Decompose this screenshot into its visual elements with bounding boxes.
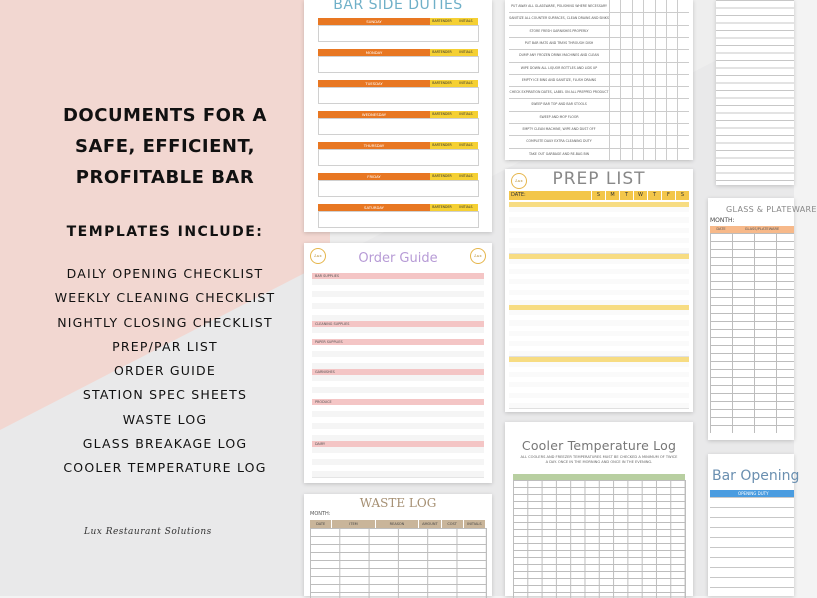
prep-day-cell: T (619, 191, 633, 200)
checkbox-cell (620, 25, 631, 37)
doc-title: PREP LIST (552, 169, 646, 189)
checkbox-cell (643, 62, 654, 74)
checkbox-cell (666, 98, 677, 110)
checklist-text: STORE FRESH GARNISHES PROPERLY (529, 28, 589, 33)
checkbox-cell (643, 123, 654, 135)
day-block (318, 173, 478, 197)
checkbox-cell (666, 123, 677, 135)
order-section-row: PRODUCE (312, 399, 484, 405)
checkbox-cell (643, 12, 654, 24)
waste-col-header: DATE (310, 520, 332, 528)
checkbox-cell (655, 0, 666, 12)
checkbox-cell (677, 25, 688, 37)
checklist-text: DUMP ANY FROZEN DRINK MACHINES AND CLEAN (519, 53, 599, 58)
checkbox-cell (620, 98, 631, 110)
initials-cell: INITIALS (454, 111, 478, 118)
template-item: NIGHTLY CLOSING CHECKLIST (57, 314, 273, 330)
checkbox-cell (632, 135, 643, 147)
prep-date-bar (509, 191, 689, 200)
checklist-text: EMPTY ICE BINS AND SANITIZE, FLUSH DRAINS (521, 77, 597, 82)
prep-rows (509, 202, 689, 408)
checkbox-cell (677, 0, 688, 12)
order-section-row: BAR SUPPLIES (312, 273, 484, 279)
checkbox-cell (677, 37, 688, 49)
day-name-cell: WEDNESDAY (318, 111, 430, 118)
checkbox-cell (666, 148, 677, 160)
checkbox-cell (643, 111, 654, 123)
checkbox-cell (677, 135, 688, 147)
checkbox-cell (643, 86, 654, 98)
waste-col-header: REASON (376, 520, 420, 528)
brand-signature: Lux Restaurant Solutions (84, 527, 212, 537)
template-item: WASTE LOG (122, 411, 208, 427)
bartender-cell: BARTENDER (430, 204, 454, 211)
checkbox-cell (620, 123, 631, 135)
checkbox-cell (609, 111, 620, 123)
day-name-cell: SATURDAY (318, 204, 430, 211)
checkbox-cell (632, 37, 643, 49)
day-task-box (318, 211, 479, 228)
headline-line-3: PROFITABLE BAR (75, 167, 255, 188)
doc-prep-list (505, 169, 693, 412)
checkbox-cell (643, 0, 654, 12)
day-block (318, 18, 478, 42)
day-name-cell: TUESDAY (318, 80, 430, 87)
cooler-grid (513, 480, 686, 598)
checkbox-cell (609, 148, 620, 160)
checkbox-cell (655, 62, 666, 74)
checkbox-cell (609, 0, 620, 12)
doc-title: Order Guide (358, 251, 438, 266)
doc-cooler-log (505, 422, 693, 596)
checkbox-cell (655, 25, 666, 37)
checkbox-cell (643, 135, 654, 147)
order-rows (312, 273, 484, 478)
checklist-row (509, 135, 689, 148)
checkbox-cell (632, 123, 643, 135)
left-panel (0, 0, 330, 596)
checkbox-cell (643, 49, 654, 61)
checkbox-cell (677, 62, 688, 74)
checkbox-cell (620, 62, 631, 74)
checkbox-cell (677, 74, 688, 86)
checkbox-cell (609, 123, 620, 135)
checkbox-cell (655, 123, 666, 135)
day-block (318, 142, 478, 166)
bartender-cell: BARTENDER (430, 111, 454, 118)
day-task-box (318, 87, 479, 104)
checkbox-cell (609, 62, 620, 74)
checkbox-cell (666, 135, 677, 147)
checklist-row (509, 0, 689, 13)
order-section-row: CLEANING SUPPLIES (312, 321, 484, 327)
bartender-cell: BARTENDER (430, 173, 454, 180)
waste-col-header: AMOUNT (419, 520, 441, 528)
order-section-row: DAIRY (312, 441, 484, 447)
day-block (318, 111, 478, 135)
doc-bar-side-duties (304, 0, 492, 232)
checklist-text: WIPE DOWN ALL LIQUOR BOTTLES AND LIDS UP (520, 65, 598, 70)
bartender-cell: BARTENDER (430, 18, 454, 25)
opening-duty-label: OPENING DUTY (738, 491, 769, 496)
weekly-grid (716, 0, 794, 185)
doc-glass-breakage-log (708, 198, 817, 440)
checkbox-cell (620, 135, 631, 147)
checkbox-cell (677, 111, 688, 123)
checkbox-cell (666, 62, 677, 74)
template-item: STATION SPEC SHEETS (82, 387, 248, 403)
checkbox-cell (666, 111, 677, 123)
doc-title: WASTE LOG (359, 496, 437, 510)
day-name-cell: MONDAY (318, 49, 430, 56)
checkbox-cell (609, 25, 620, 37)
waste-col-header: INITIALS (464, 520, 486, 528)
cooler-subtitle: ALL COOLERS AND FREEZER TEMPERATURES MUST BE CHECKED A MINIMUM OF TWICE A DAY. ONCE IN THE MORNING AND ONCE IN THE EVENING. (520, 455, 678, 464)
checkbox-cell (643, 74, 654, 86)
doc-title: BAR SIDE DUTIES (333, 0, 463, 13)
checklist-row (509, 123, 689, 136)
bartender-cell: BARTENDER (430, 49, 454, 56)
checklist-text: CHECK EXPIRATION DATES, LABEL ON ALL PREPPED PRODUCT (509, 90, 609, 95)
col-date: DATE (716, 227, 726, 231)
month-label: MONTH: (710, 217, 735, 224)
day-task-box (318, 56, 479, 73)
checkbox-cell (655, 49, 666, 61)
checklist-rows (509, 0, 689, 160)
checklist-row (509, 86, 689, 99)
order-row (312, 471, 484, 478)
checkbox-cell (677, 98, 688, 110)
day-task-box (318, 180, 479, 197)
headline-line-2: SAFE, EFFICIENT, (75, 136, 255, 157)
doc-order-guide (304, 243, 492, 483)
checkbox-cell (609, 74, 620, 86)
templates-title: TEMPLATES INCLUDE: (66, 224, 264, 240)
checkbox-cell (620, 37, 631, 49)
checkbox-cell (632, 0, 643, 12)
checklist-text: SANITIZE ALL COUNTER SURFACES, CLEAN DRAINS AND SINKS (509, 16, 609, 21)
day-task-box (318, 118, 479, 135)
prep-day-cell: T (647, 191, 661, 200)
doc-title: Cooler Temperature Log (521, 438, 677, 453)
checkbox-cell (655, 37, 666, 49)
checkbox-cell (655, 86, 666, 98)
checkbox-cell (620, 12, 631, 24)
checkbox-cell (632, 148, 643, 160)
checkbox-cell (643, 37, 654, 49)
checkbox-cell (632, 25, 643, 37)
initials-cell: INITIALS (454, 80, 478, 87)
checkbox-cell (643, 148, 654, 160)
checkbox-cell (666, 74, 677, 86)
checkbox-cell (666, 86, 677, 98)
day-block (318, 80, 478, 104)
checklist-row (509, 37, 689, 50)
logo-icon: Lux (310, 248, 326, 264)
initials-cell: INITIALS (454, 204, 478, 211)
template-item: DAILY OPENING CHECKLIST (66, 266, 264, 281)
template-item: PREP/PAR LIST (112, 338, 218, 354)
doc-bar-opening-checklist (708, 454, 800, 596)
opening-grid (710, 497, 794, 597)
checkbox-cell (655, 111, 666, 123)
checklist-text: TAKE OUT GARBAGE AND RE-BAG BIN (528, 151, 590, 156)
checkbox-cell (643, 98, 654, 110)
checklist-row (509, 62, 689, 75)
checkbox-cell (632, 86, 643, 98)
checklist-text: SWEEP AND MOP FLOOR (539, 114, 579, 119)
template-item: WEEKLY CLEANING CHECKLIST (54, 290, 276, 306)
checkbox-cell (666, 37, 677, 49)
checkbox-cell (655, 148, 666, 160)
checkbox-cell (609, 135, 620, 147)
day-name-cell: FRIDAY (318, 173, 430, 180)
glass-header (710, 226, 794, 233)
checkbox-cell (609, 86, 620, 98)
prep-day-cell: S (591, 191, 605, 200)
checkbox-cell (655, 98, 666, 110)
checkbox-cell (632, 49, 643, 61)
checkbox-cell (620, 49, 631, 61)
day-task-box (318, 149, 479, 166)
waste-col-header: COST (442, 520, 464, 528)
templates-list (20, 262, 310, 481)
checkbox-cell (609, 37, 620, 49)
order-section-row: GARNISHES (312, 369, 484, 375)
checklist-row (509, 74, 689, 87)
headline (40, 100, 290, 193)
initials-cell: INITIALS (454, 173, 478, 180)
doc-weekly-cleaning-partial (716, 0, 794, 185)
checklist-text: PUT BAR MATS AND TRAYS THROUGH DISH (524, 40, 594, 45)
day-task-box (318, 25, 479, 42)
template-item: ORDER GUIDE (114, 363, 216, 379)
day-columns (591, 191, 689, 200)
opening-header (710, 490, 794, 497)
doc-closing-checklist (505, 0, 693, 160)
prep-day-cell: W (633, 191, 647, 200)
date-label: DATE: (511, 192, 526, 198)
doc-waste-log (304, 494, 492, 596)
initials-cell: INITIALS (454, 142, 478, 149)
prep-row (509, 403, 689, 409)
checkbox-cell (620, 86, 631, 98)
checkbox-cell (609, 49, 620, 61)
initials-cell: INITIALS (454, 18, 478, 25)
checkbox-cell (655, 74, 666, 86)
checklist-row (509, 49, 689, 62)
doc-title: Bar Opening (712, 468, 800, 484)
checklist-text: SWEEP BAR TOP AND BAR STOOLS (531, 102, 587, 107)
checkbox-cell (666, 0, 677, 12)
prep-day-cell: M (605, 191, 619, 200)
template-item: GLASS BREAKAGE LOG (82, 436, 248, 452)
waste-grid (310, 528, 487, 598)
checklist-row (509, 111, 689, 124)
checkbox-cell (677, 148, 688, 160)
glass-grid (710, 233, 794, 433)
month-label: MONTH: (310, 511, 331, 517)
checkbox-cell (677, 12, 688, 24)
checkbox-cell (620, 0, 631, 12)
bartender-cell: BARTENDER (430, 80, 454, 87)
day-block (318, 204, 478, 228)
logo-icon: Lux (511, 173, 527, 189)
checklist-row (509, 98, 689, 111)
checklist-row (509, 12, 689, 25)
order-section-row: PAPER SUPPLIES (312, 339, 484, 345)
waste-col-header: ITEM (332, 520, 376, 528)
prep-day-cell: F (661, 191, 675, 200)
day-block (318, 49, 478, 73)
checkbox-cell (666, 25, 677, 37)
template-item: COOLER TEMPERATURE LOG (63, 460, 267, 476)
checklist-row (509, 25, 689, 38)
checklist-row (509, 148, 689, 161)
checkbox-cell (632, 111, 643, 123)
checkbox-cell (620, 111, 631, 123)
checkbox-cell (655, 12, 666, 24)
checklist-text: COMPLETE DAILY EXTRA CLEANING DUTY (526, 139, 592, 144)
checkbox-cell (655, 135, 666, 147)
checkbox-cell (620, 148, 631, 160)
headline-line-1: DOCUMENTS FOR A (62, 105, 267, 126)
checkbox-cell (632, 12, 643, 24)
checkbox-cell (666, 49, 677, 61)
initials-cell: INITIALS (454, 49, 478, 56)
checkbox-cell (666, 12, 677, 24)
day-name-cell: THURSDAY (318, 142, 430, 149)
checkbox-cell (643, 25, 654, 37)
prep-day-cell: S (675, 191, 689, 200)
day-name-cell: SUNDAY (318, 18, 430, 25)
checkbox-cell (632, 98, 643, 110)
col-glass: GLASS/PLATEWARE (744, 227, 780, 231)
checklist-text: EMPTY CLEAN MACHINE, WIPE AND DUST OFF (522, 127, 596, 132)
checkbox-cell (677, 123, 688, 135)
checkbox-cell (632, 74, 643, 86)
checkbox-cell (677, 86, 688, 98)
doc-title: GLASS & PLATEWARE (726, 205, 817, 214)
checkbox-cell (632, 62, 643, 74)
checkbox-cell (620, 74, 631, 86)
checkbox-cell (609, 12, 620, 24)
logo-icon: Lux (470, 248, 486, 264)
waste-header (310, 520, 486, 528)
bartender-cell: BARTENDER (430, 142, 454, 149)
checkbox-cell (609, 98, 620, 110)
checklist-text: PUT AWAY ALL GLASSWARE, POLISHING WHERE NECESSARY (511, 4, 607, 8)
checkbox-cell (677, 49, 688, 61)
